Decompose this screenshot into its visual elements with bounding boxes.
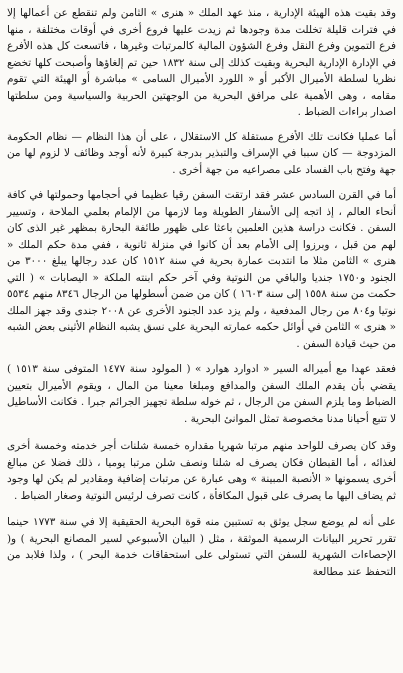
page-body-text [7,5,396,588]
paragraph-official-records: على أنه لم يوضع سجل يوثق به تستبين منه قوة البحرية الحقيقية إلا في سنة ١٧٧٣ حينما تقرر تحرير البيانات الرسمية الموثقة ، مثل ( البيان الأسبوعي لسير المصانع البحرية ) و( الإحصاءات الشهرية للسفن التي تستولى على استحقاقات خدمة البحر ) ، ولذا فلابد من التحفظ عند مطالعة [7,516,396,578]
paragraph-dual-government: أما عمليا فكانت تلك الأفرع مستقلة كل الاستقلال ، على أن هذا النظام — نظام الحكومة المزدوجة — كان سببا في الإسراف والتبذير بدرجة كبيرة لأنه أوجد وظائف لا لزوم لها من جهة وفتح باب الفساد على مصراعيه من جهة أخرى . [7,130,396,176]
paragraph-wages: وقد كان يصرف للواحد منهم مرتبا شهريا مقداره خمسة شلنات أجر خدمته وخمسة أخرى لغذائه ، أما القبطان فكان يصرف له شلنا ونصف شلن مرتبا يوميا ، ذلك فضلا عن مبالغ أخرى يسمونها « الأنصبة المبينة » وهى عبارة عن مرتبات إضافية ومقادير لم يكن لها وجود ثم يضاف اليها ما يصرف على قبول المكافأة ، كانت تصرف لرئيس النوتية وصغار الضباط . [7,440,396,502]
paragraph-admiral-contract: فعقد عهدا مع أميراله السير « ادوارد هوارد » ( المولود سنة ١٤٧٧ المتوفى سنة ١٥١٣ ) يقضي بأن يقدم الملك السفن والمدافع ومبلغا معينا من المال ، ويقوم الأميرال بتعيين الضباط وما يلزم السفن من الرجال ، ثم خوله سلطة تجهيز الجرائم جبرا . فكانت الأساطيل لا تتبع أحيانا مدنا مخصوصة تمثل الموانئ البحرية . [7,363,397,425]
paragraph-sixteenth-century: أما في القرن السادس عشر فقد ارتقت السفن رقيا عظيما في أحجامها وحمولتها في كافة أنحاء العالم ، إذ اتجه إلى الأسفار الطويلة وما لازمها من الإلمام بعلمي الملاحة ، وتسيير السفن . فكانت دراسة هذين العلمين باعثا على ظهور طائفة البحارة بمظهر غير الذى كان لهم من قبل ، وبرزوا إلى الأمام بعد أن كانوا في منزلة ثانوية ، ففي مدة حكم الملك « هنرى » الثامن مثلا ما انتدبت عمارة بحرية في سنة ١٥١٢ كان عدد رجالها يبلغ ٣٠٠٠ من الجنود و١٧٥٠ جنديا والباقي من النوتية وفي آخر حكم ابنته الملكة « اليصابات » ( التي حكمت من سنة ١٥٥٨ إلى سنة ١٦٠٣ ) كان من ضمن أسطولها من الرجال ٨٣٤٦ منهم ٥٥٣٤ نوتيا و٨٠٤ من رجال المدفعية ، ولم يزد عدد الجنود الأخرى عن ٢٠٠٨ جندى وقد جهز الملك « هنرى » الثامن في أوائل حكمه عمارته البحرية على نسق يشبه النظام الأثينى بعض الشبه من حيث قيادة السفن . [7,189,397,350]
paragraph-admin-office: وقد بقيت هذه الهيئة الإدارية ، منذ عهد الملك « هنرى » الثامن ولم تنقطع عن أعمالها إلا في فترات قليلة تخللت مدة وجودها ثم زيدت عليها فروع أخرى في أوقات مختلفة ، منها فرع التموين وفرع النقل وفرع الشؤون المالية كالمرتبات وغيرها ، فاتسعت كل هذه الأفرع في الإدارة الإدارية البحرية وبقيت كذلك إلى سنة ١٨٣٢ حين تم إلغاؤها وأصبحت كلها تخضع نظريا لسلطة الأميرال الأكبر أو « اللورد الأميرال السامى » مباشرة أو الهيئة التي تقوم مقامه ، وهى الأهمية على مرافق البحرية من الوجهتين الحربية والسياسية ومن سلطتها اصدار براءات الضباط . [7,7,396,118]
